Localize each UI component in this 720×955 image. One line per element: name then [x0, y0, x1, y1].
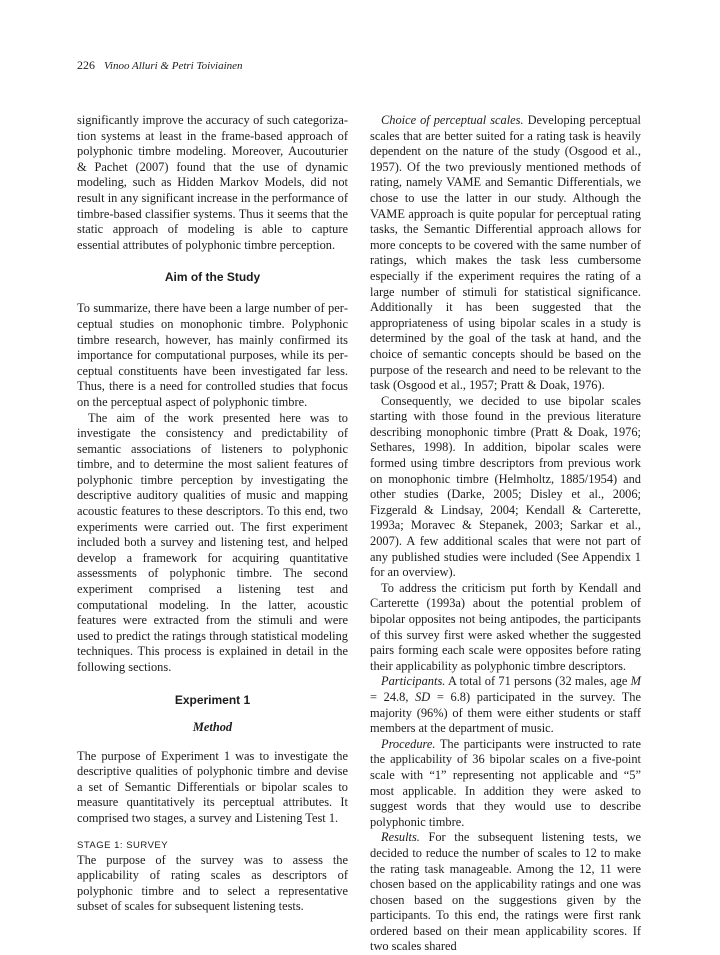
stage-heading: STAGE 1: SURVEY	[77, 839, 169, 851]
run-in-heading: Results.	[381, 830, 420, 845]
paragraph: significantly improve the accuracy of such categorization systems at least in the frame-based approach of polyphonic timbre modeling. Moreover, Aucouturier & Pachet (2007) found that the use of dynamic modeling, such as Hidden Markov Models, did not result in any significant increase in the performance of timbre-based classifier systems. Thus it seems that the static approach of modeling is able to capture essential attributes of polyphonic timbre perception.	[77, 113, 348, 252]
paragraph: To address the criticism put forth by Kendall and Carterette (1993a) about the potential problem of bipolar opposites not being antipodes, the participants of this survey first were asked whether the suggested pairs forming each scale were opposites before rating their applicability as polyphonic timbre descriptors.	[370, 580, 641, 673]
paragraph-text: Developing perceptual scales that are better suited for a rating task is heavily dependent on the nature of the study (Osgood et al., 1957). Of the two previously mentioned methods of rating, namely VAME and Semantic Differentials, we chose to use the latter in our study. Although the VAME approach is quite popular for perceptual rating tasks, the Semantic Differential approach allows for more concepts to be covered with the same number of ratings, which makes the task less cumbersome especially if the experiment requires the rating of a large number of stimuli for statistical significance. Additionally it has been suggested that the appropriateness of using bipolar scales in a study is determined by the goal of the task at hand, and the choice of semantic concepts should be based on the purpose of the research and need to be relevant to the task (Osgood et al., 1957; Pratt & Doak, 1976).	[370, 113, 641, 393]
section-heading-experiment-1: Experiment 1	[174, 692, 251, 707]
paragraph: The aim of the work presented here was to investigate the consistency and predictability of semantic associations of listeners to polyphonic timbre, and to determine the most salient features of polyphonic timbre perception by investigating the descriptive auditory qualities of music and mapping acoustic features to these descriptors. To this end, two experiments were carried out. The first experiment included both a survey and listening test, and helped develop a framework for acquiring quantitative assessments of polyphonic timbre. The second experiment comprised a listening test and computational modeling. In the latter, acoustic features were extracted from the stimuli and were used to predict the ratings through statistical modeling techniques. This process is explained in detail in the following sections.	[77, 410, 348, 674]
paragraph-text: = 24.8,	[370, 689, 416, 704]
paragraph	[370, 674, 641, 736]
page-number: 226	[77, 58, 95, 72]
paragraph: To summarize, there have been a large number of perceptual studies on monophonic timbre. Polyphonic timbre research, however, has mainly confirmed its importance for computational purposes, while its perceptual constituents have been investigated far less. Thus, there is a need for controlled studies that focus on the perceptual aspect of polyphonic timbre.	[77, 301, 348, 409]
running-head-authors: Vinoo Alluri & Petri Toiviainen	[104, 60, 243, 72]
paragraph-text: For the subsequent listening tests, we decided to reduce the number of scales to 12 to make the rating task manageable. Among the 12, 11 were chosen based on the applicability ratings and one was chosen based on the suggestions given by the participants. To this end, the ratings were first rank ordered based on their mean applicability scores. If two scales shared	[370, 830, 641, 954]
stat-symbol: M	[630, 674, 641, 689]
run-in-heading: Participants.	[381, 674, 446, 689]
paragraph	[370, 737, 641, 831]
paragraph: The purpose of the survey was to assess the applicability of rating scales as descriptors of polyphonic timbre and to select a representative subset of scales for subsequent listening tests.	[77, 852, 348, 914]
paragraph-text: The participants were instructed to rate the applicability of 36 bipolar scales on a five-point scale with “1” representing not applicable and “5” most applicable. In addition they were asked to suggest words that they would use to describe polyphonic timbre.	[370, 736, 641, 829]
right-column	[370, 113, 641, 955]
paragraph-text: = 6.8) participated in the survey. The majority (96%) of them were either students or staff members at the department of music.	[370, 689, 641, 736]
paragraph-text: A total of 71 persons (32 males, age	[445, 674, 631, 689]
paragraph	[370, 113, 641, 394]
running-head	[77, 58, 243, 73]
section-heading-aim: Aim of the Study	[164, 270, 261, 285]
subsection-heading-method: Method	[192, 719, 233, 734]
paragraph: Consequently, we decided to use bipolar scales starting with those found in the previous literature describing monophonic timbre (Pratt & Doak, 1976; Sethares, 1998). In addition, bipolar scales were formed using timbre descriptors from previous work on monophonic timbre (Helmholtz, 1885/1954) and other studies (Darke, 2005; Disley et al., 2006; Fizgerald & Lindsay, 2004; Kendall & Carterette, 1993a; Moravec & Stepanek, 2003; Sarkar et al., 2007). A few additional scales that were not part of any published studies were included (See Appendix 1 for an overview).	[370, 393, 641, 580]
paragraph: The purpose of Experiment 1 was to investigate the descriptive qualities of polyphonic timbre and devise a set of Semantic Differentials or bipolar scales to measure quantitatively its perceptual attributes. It comprised two stages, a survey and Listening Test 1.	[77, 748, 348, 825]
paragraph	[370, 830, 641, 955]
run-in-heading: Choice of perceptual scales.	[381, 113, 524, 127]
left-column	[77, 113, 348, 915]
run-in-heading: Procedure.	[381, 736, 436, 751]
stat-symbol: SD	[415, 689, 431, 704]
